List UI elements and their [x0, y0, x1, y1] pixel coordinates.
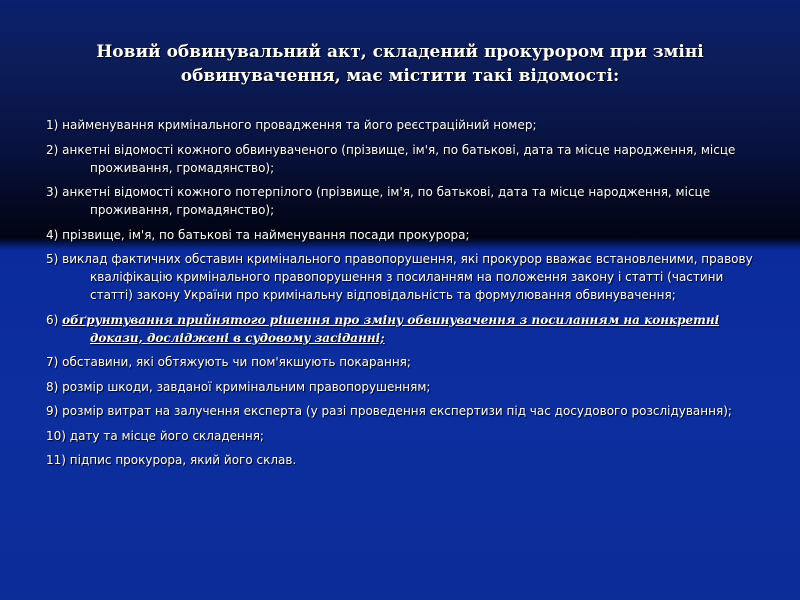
item-text: підпис прокурора, який його склав.	[69, 453, 297, 467]
item-number: 1)	[46, 118, 59, 132]
item-text: дату та місце його складення;	[69, 428, 264, 443]
slide-title: Новий обвинувальний акт, складений прокурором при зміні обвинувачення, має містити такі відомості:	[96, 42, 704, 86]
item-text: анкетні відомості кожного потерпілого (прізвище, ім'я, по батькові, дата та місце народження, місце проживання, громадянство);	[62, 185, 711, 217]
item-number: 2)	[46, 142, 59, 157]
item-text: найменування кримінального провадження та його реєстраційний номер;	[62, 118, 537, 132]
item-text: виклад фактичних обставин кримінального правопорушення, які прокурор вважає встановленими, правову кваліфікацію кримінального правопорушення з посиланням на положення закону і статті (частини статті) закону України про кримінальну відповідальність та формулювання обвинувачення;	[62, 252, 753, 302]
item-number: 5)	[46, 252, 59, 266]
requirements-list	[46, 116, 761, 476]
item-number: 4)	[46, 227, 59, 242]
list-item-3	[46, 183, 761, 219]
item-number: 9)	[46, 404, 59, 418]
item-text-emphasized: обґрунтування прийнятого рішення про зміну обвинувачення з посиланням на конкретні докази, досліджені в судовому засіданні;	[62, 312, 720, 345]
item-number: 10)	[46, 428, 66, 443]
item-number: 3)	[46, 185, 59, 199]
list-item-5	[46, 250, 761, 304]
item-text: розмір витрат на залучення експерта (у разі проведення експертизи під час досудового розслідування);	[62, 404, 732, 418]
list-item-1	[46, 116, 761, 134]
list-item-9	[46, 402, 761, 420]
list-item-2	[46, 141, 761, 177]
list-item-7	[46, 353, 761, 371]
item-number: 11)	[46, 453, 66, 467]
item-number: 6)	[46, 312, 59, 327]
item-text: анкетні відомості кожного обвинуваченого (прізвище, ім'я, по батькові, дата та місце народження, місце проживання, громадянство);	[62, 142, 736, 175]
list-item-10	[46, 427, 761, 445]
list-item-4	[46, 226, 761, 244]
list-item-6	[46, 311, 761, 347]
item-text: прізвище, ім'я, по батькові та найменування посади прокурора;	[62, 227, 470, 242]
item-number: 7)	[46, 355, 59, 369]
item-text: обставини, які обтяжують чи пом'якшують покарання;	[62, 355, 411, 369]
list-item-8	[46, 378, 761, 396]
item-number: 8)	[46, 379, 59, 394]
item-text: розмір шкоди, завданої кримінальним правопорушенням;	[62, 379, 431, 394]
list-item-11	[46, 451, 761, 469]
